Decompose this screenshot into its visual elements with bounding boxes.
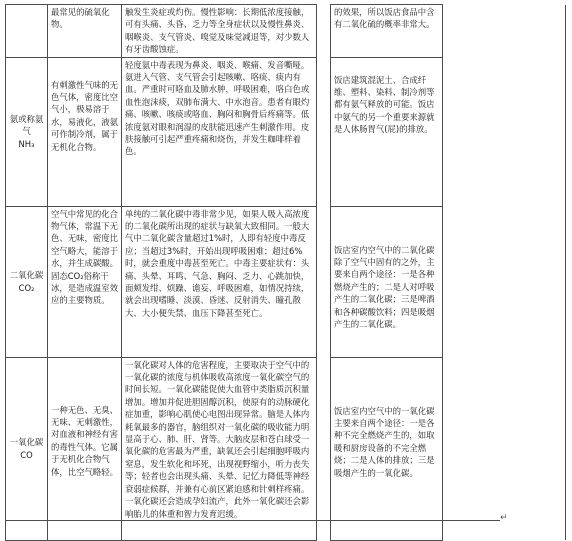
substance-name-cell bbox=[6, 206, 48, 357]
property-text: 最常见的硫氧化物。 bbox=[51, 7, 110, 30]
harm-cell bbox=[122, 206, 317, 357]
property-cell bbox=[48, 206, 122, 357]
source-cell bbox=[331, 357, 443, 540]
property-cell bbox=[48, 357, 122, 540]
source-cell bbox=[331, 206, 443, 357]
chemical-formula: CO bbox=[20, 449, 33, 460]
property-text: 空气中常见的化合物气体，常温下无色、无味，密度比空气略大，能溶于水，并生成碳酸。固态CO₂俗称干冰，是造成温室效应的主要物质。 bbox=[51, 208, 118, 306]
table-row-ammonia bbox=[6, 57, 566, 206]
source-text: 饭店室内空气中的一氧化碳主要来自两个途径：一是各种不完全燃烧产生的，如取暖和厨房设备的不完全燃烧；二是人体的排放；三是吸烟产生的一氧化碳。 bbox=[334, 405, 435, 478]
harm-cell bbox=[122, 57, 317, 206]
source-cell bbox=[331, 57, 443, 206]
harm-text: 一氧化碳对人体的危害程度，主要取决于空气中的一氧化碳的浓度与机体吸收高浓度一氧化碳空气的时间长短。一氧化碳能促使大血管中类脂质沉积量增加。增加并促进胆固醇沉积，使原有的动脉硬化症加重，影响心肌使心电图出现异常。脑是人体内耗氧最多的器官，脑组织对一氧化碳的吸收能力明显高于心、肺、肝、肾等。大脑皮层和苍白球受一氧化碳的危害最为严重，缺氧还会引起细胞呼吸内窒息，发生软化和坏死，出现视野缩小，听力丧失等；轻者也会出现头痛、头晕、记忆力降低等神经衰弱症候群，并兼有心前区紧迫感和针刺样疼痛。一氧化碳还会造成孕妇流产，此外一氧化碳还会影响胎儿的体重和智力发育迟缓。 bbox=[125, 359, 310, 519]
harm-text: 触发生炎症或灼伤。慢性影响：长期低浓度接触，可有头痛、头昏、乏力等全身症状以及慢性鼻炎、咽喉炎、支气管炎、嗅觉及味觉减退等，对少数人有牙齿酸蚀症。 bbox=[125, 7, 310, 55]
chemical-formula: CO₂ bbox=[18, 282, 35, 293]
chemical-formula: NH₃ bbox=[18, 138, 35, 149]
source-text: 饭店室内空气中的二氧化碳除了空气中固有的之外，主要来自两个途径：一是各种燃烧产生的；二是人对呼吸产生的二氧化碳；三是啤酒和各种碳酸饮料；四是吸烟产生的二氧化碳。 bbox=[334, 244, 435, 330]
source-text: 的效果，所以饭店食品中含有二氧化硫的概率非常大。 bbox=[334, 7, 435, 30]
table-row-carbon-monoxide bbox=[6, 357, 566, 540]
substance-name: 二氧化碳 bbox=[9, 270, 44, 281]
substance-name: 一氧化碳 bbox=[9, 437, 44, 448]
spacer-cell bbox=[317, 357, 331, 540]
harm-text: 轻度氨中毒表现为鼻炎、咽炎、喉痛、发音嘶哑。氨进入气管、支气管会引起咳嗽、咯痰、痰内有血。严重时可咯血及肺水肿，呼吸困难，咯白色或血性泡沫痰，双肺布满大、中水泡音。患者有眼灼痛、咳嗽、咳痰或咯血、胸闷和胸骨后疼痛等。低浓度氨对眼和润湿的皮肤能迅速产生刺激作用。皮肤接触可引起严重疼痛和烧伤，并发生咖啡样着色。 bbox=[125, 59, 310, 157]
table-bottom-rule bbox=[5, 520, 500, 521]
spacer-cell bbox=[317, 206, 331, 357]
spacer-cell bbox=[443, 5, 566, 58]
property-cell bbox=[48, 57, 122, 206]
property-text: 有刺激性气味的无色气体，密度比空气小，极易溶于水，易液化，液氨可作制冷剂，属于无机化合物。 bbox=[51, 79, 118, 152]
harm-cell bbox=[122, 5, 317, 58]
spacer-cell bbox=[317, 5, 331, 58]
harm-cell bbox=[122, 357, 317, 540]
pollutant-table bbox=[5, 4, 566, 541]
substance-name-cell bbox=[6, 57, 48, 206]
substance-name-cell bbox=[6, 357, 48, 540]
spacer-cell bbox=[317, 57, 331, 206]
table-row-so2-continued bbox=[6, 5, 566, 58]
property-cell bbox=[48, 5, 122, 58]
paragraph-mark-icon: ↵ bbox=[500, 513, 508, 523]
source-cell bbox=[331, 5, 443, 58]
spacer-cell bbox=[443, 206, 566, 357]
table-row-carbon-dioxide bbox=[6, 206, 566, 357]
property-text: 一种无色、无臭、无味、无刺激性，对血液和神经有害的毒性气体。它属于无机化合物气体，比空气略轻。 bbox=[51, 404, 118, 477]
substance-name-cell bbox=[6, 5, 48, 58]
source-text: 饭店建筑混泥土、合成纤维、塑料、染料、制冷剂等都有氨气释放的可能。饭店中氨气的另一个重要来源就是人体肠胃气(屁)的排放。 bbox=[334, 74, 435, 135]
substance-name: 氨或称氨气 bbox=[9, 114, 44, 137]
spacer-cell bbox=[443, 57, 566, 206]
harm-text: 单纯的二氧化碳中毒非常少见，如果人吸入高浓度的二氧化碳所出现的症状与缺氧大致相同。一般大气中二氧化碳含量超过1%时，人即有轻度中毒反应；当超过3%时，开始出现呼吸困难；超过6%时，就会重度中毒甚至死亡。中毒主要症状有：头痛、头晕、耳鸣、气急、胸闷、乏力、心跳加快，面颊发绀、烦躁、谵妄、呼吸困难，如情况持续，就会出现嗜睡、淡漠、昏迷、反射消失、瞳孔散大、大小便失禁、血压下降甚至死亡。 bbox=[125, 208, 310, 318]
